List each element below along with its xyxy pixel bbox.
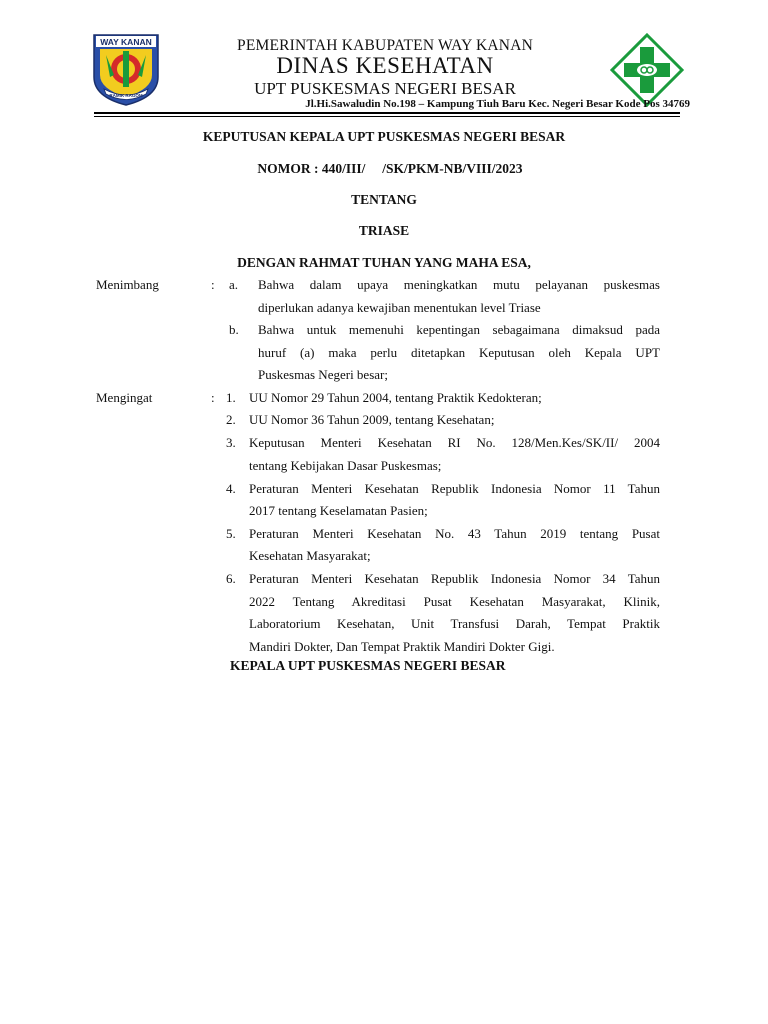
decree-number: NOMOR : 440/III/ /SK/PKM-NB/VIII/2023 (257, 161, 523, 176)
mengingat-5-line-2: Kesehatan Masyarakat; (249, 548, 371, 563)
menimbang-colon: : (211, 277, 215, 292)
decree-subject: TRIASE (358, 223, 410, 238)
mengingat-mark-2: 2. (226, 412, 236, 427)
decree-heading: KEPUTUSAN KEPALA UPT PUSKESMAS NEGERI BESAR (202, 129, 566, 144)
mengingat-mark-5: 5. (226, 525, 236, 541)
svg-text:RAMIK RAGOM: RAMIK RAGOM (109, 93, 143, 98)
menimbang-b-line-2: huruf (a) maka perlu ditetapkan Keputusan oleh Kepala UPT (258, 344, 660, 360)
mengingat-1-line-1: UU Nomor 29 Tahun 2004, tentang Praktik Kedokteran; (249, 389, 542, 405)
letterhead-rule-thick (94, 112, 680, 114)
mengingat-3-line-1: Keputusan Menteri Kesehatan RI No. 128/Men.Kes/SK/II/ 2004 (249, 435, 660, 450)
way-kanan-emblem-icon (88, 31, 164, 107)
mengingat-2-line-1: UU Nomor 36 Tahun 2009, tentang Kesehatan; (249, 412, 495, 427)
mengingat-mark-4: 4. (226, 480, 236, 496)
mengingat-colon: : (211, 389, 215, 405)
mengingat-6-line-4: Mandiri Dokter, Dan Tempat Praktik Mandiri Dokter Gigi. (249, 638, 555, 654)
menimbang-mark-a: a. (229, 277, 239, 292)
letterhead-address: Jl.Hi.Sawaludin No.198 – Kampung Tiuh Baru Kec. Negeri Besar Kode Pos 34769 (305, 98, 690, 110)
mengingat-4-line-1: Peraturan Menteri Kesehatan Republik Indonesia Nomor 11 Tahun (249, 480, 660, 496)
menimbang-a-line-2: diperlukan adanya kewajiban menentukan level Triase (258, 299, 541, 315)
mengingat-mark-6: 6. (226, 571, 236, 586)
mengingat-mark-1: 1. (226, 389, 236, 405)
about-label: TENTANG (351, 192, 417, 207)
mengingat-4-line-2: 2017 tentang Keselamatan Pasien; (249, 503, 428, 518)
letterhead-department: DINAS KESEHATAN (276, 53, 494, 78)
letterhead-government: PEMERINTAH KABUPATEN WAY KANAN (237, 37, 533, 54)
menimbang-label: Menimbang (96, 277, 159, 292)
mengingat-6-line-3: Laboratorium Kesehatan, Unit Transfusi Darah, Tempat Praktik (249, 616, 660, 631)
preamble: DENGAN RAHMAT TUHAN YANG MAHA ESA, (237, 255, 531, 270)
puskesmas-logo-icon (610, 33, 684, 107)
menimbang-mark-b: b. (229, 322, 239, 337)
letterhead-rule-thin (94, 116, 680, 117)
mengingat-mark-3: 3. (226, 435, 236, 450)
signatory-title: KEPALA UPT PUSKESMAS NEGERI BESAR (230, 658, 506, 673)
svg-text:WAY KANAN: WAY KANAN (100, 37, 152, 47)
menimbang-b-line-1: Bahwa untuk memenuhi kepentingan sebagaimana dimaksud pada (258, 322, 660, 337)
mengingat-6-line-2: 2022 Tentang Akreditasi Pusat Kesehatan Masyarakat, Klinik, (249, 593, 660, 609)
mengingat-3-line-2: tentang Kebijakan Dasar Puskesmas; (249, 457, 442, 473)
menimbang-b-line-3: Puskesmas Negeri besar; (258, 367, 388, 382)
mengingat-label: Mengingat (96, 389, 153, 405)
menimbang-a-line-1: Bahwa dalam upaya meningkatkan mutu pelayanan puskesmas (258, 277, 660, 292)
letterhead-unit: UPT PUSKESMAS NEGERI BESAR (254, 79, 516, 98)
mengingat-5-line-1: Peraturan Menteri Kesehatan No. 43 Tahun 2019 tentang Pusat (249, 525, 660, 541)
mengingat-6-line-1: Peraturan Menteri Kesehatan Republik Indonesia Nomor 34 Tahun (249, 571, 660, 586)
